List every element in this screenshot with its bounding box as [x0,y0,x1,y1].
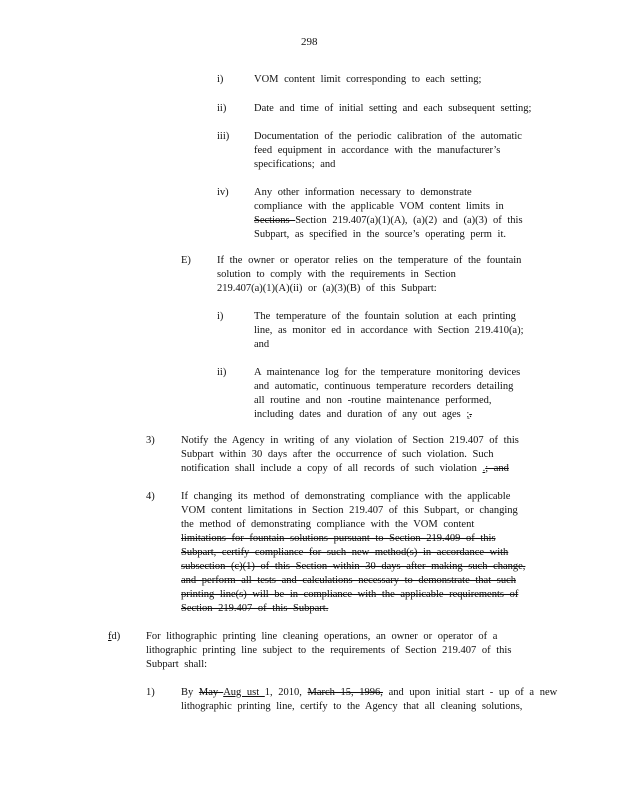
item-label: fd) [108,631,121,642]
text-run: Subpart, as specified in the source’s operating perm it. [254,229,507,240]
text-run: The temperature of the fountain solution at each printing [254,311,516,322]
text-line [181,490,510,503]
text-line [254,130,522,143]
struck-text: Sections [254,215,296,226]
item-label: ii) [217,103,227,114]
text-run: notification shall include a copy of all records of such violation [181,463,483,474]
text-line [181,574,516,587]
text-run: and upon initial start - up of a new [382,687,558,698]
text-run: compliance with the applicable VOM content limits in [254,201,504,212]
text-run: If changing its method of demonstrating compliance with the applicable [181,491,511,502]
struck-text: and perform all tests and calculations necessary to demonstrate that such [181,575,516,586]
page-number: 298 [301,36,318,48]
text-line [181,588,518,601]
text-run: VOM content limit corresponding to each setting; [254,74,482,85]
text-run: A maintenance log for the temperature monitoring devices [254,367,521,378]
text-line [254,214,523,227]
text-line [254,158,335,171]
text-run: feed equipment in accordance with the manufacturer’s [254,145,501,156]
text-run: and automatic, continuous temperature recorders detailing [254,381,514,392]
text-line [181,532,496,545]
text-line [254,73,481,86]
text-run: lithographic printing line, certify to the Agency that all cleaning solutions, [181,701,523,712]
item-label: 1) [146,687,155,698]
text-run: Subpart within 30 days after the occurrence of such violation. Such [181,449,494,460]
text-line [217,268,456,281]
struck-text: May [198,687,224,698]
text-run: Subpart shall: [146,659,208,670]
text-run: specifications; and [254,159,336,170]
inserted-text: . [482,463,486,474]
item-label: iii) [217,131,230,142]
text-line [181,602,328,615]
text-run: the method of demonstrating compliance with the VOM content [181,519,475,530]
text-run: lithographic printing line subject to the requirements of Section 219.407 of this [146,645,512,656]
text-run: Section 219.407(a)(1)(A), (a)(2) and (a)(3) of this [295,215,523,226]
text-line [217,254,521,267]
text-line [146,644,511,657]
text-line [254,310,516,323]
text-line [217,282,437,295]
text-run: line, as monitor ed in accordance with Section 219.410(a); [254,325,524,336]
text-line [254,200,504,213]
text-line [181,546,508,559]
text-run: If the owner or operator relies on the temperature of the fountain [217,255,522,266]
text-run: Date and time of initial setting and each subsequent setting; [254,103,532,114]
text-line [254,144,500,157]
struck-text: limitations for fountain solutions pursuant to Section 219.409 of this [181,533,496,544]
text-line [181,560,525,573]
inserted-text: Aug ust [223,687,265,698]
text-line [181,686,557,699]
text-line [181,504,518,517]
text-line [254,102,531,115]
struck-text: March 15, 1996, [307,687,383,698]
text-line [254,366,520,379]
text-run: and [254,339,270,350]
text-run: VOM content limitations in Section 219.407 of this Subpart, or changing [181,505,518,516]
item-label: E) [181,255,191,266]
text-line [181,700,522,713]
text-line [254,228,506,241]
struck-text: Subpart, certify compliance for such new method(s) in accordance with [181,547,509,558]
item-label: 3) [146,435,155,446]
struck-text: ; and [485,463,509,474]
text-run: For lithographic printing line cleaning operations, an owner or operator of a [146,631,498,642]
text-line [181,434,519,447]
item-label: iv) [217,187,229,198]
struck-text: printing line(s) will be in compliance with the applicable requirements of [181,589,519,600]
text-line [254,324,524,337]
text-line [181,448,494,461]
text-line [254,380,513,393]
text-line [146,658,207,671]
text-run: Notify the Agency in writing of any violation of Section 219.407 of this [181,435,519,446]
inserted-text: ; [466,409,470,420]
struck-text: subsection (c)(1) of this Section within 30 days after making such change, [181,561,526,572]
text-run: including dates and duration of any out ages [254,409,467,420]
text-line [254,408,472,421]
item-label: i) [217,311,224,322]
struck-text: Section 219.407 of this Subpart. [181,603,329,614]
text-run: all routine and non -routine maintenance performed, [254,395,492,406]
text-line [181,518,474,531]
text-run: Documentation of the periodic calibration of the automatic [254,131,522,142]
text-run: 219.407(a)(1)(A)(ii) or (a)(3)(B) of this Subpart: [217,283,437,294]
text-line [181,462,509,475]
text-run: solution to comply with the requirements in Section [217,269,456,280]
text-line [254,338,269,351]
text-line [146,630,497,643]
text-run: Any other information necessary to demonstrate [254,187,472,198]
struck-text: . [469,409,472,420]
item-label: 4) [146,491,155,502]
text-line [254,394,492,407]
item-label: ii) [217,367,227,378]
text-run: 1, 2010, [264,687,308,698]
text-run: By [181,687,199,698]
text-line [254,186,472,199]
item-label: i) [217,74,224,85]
